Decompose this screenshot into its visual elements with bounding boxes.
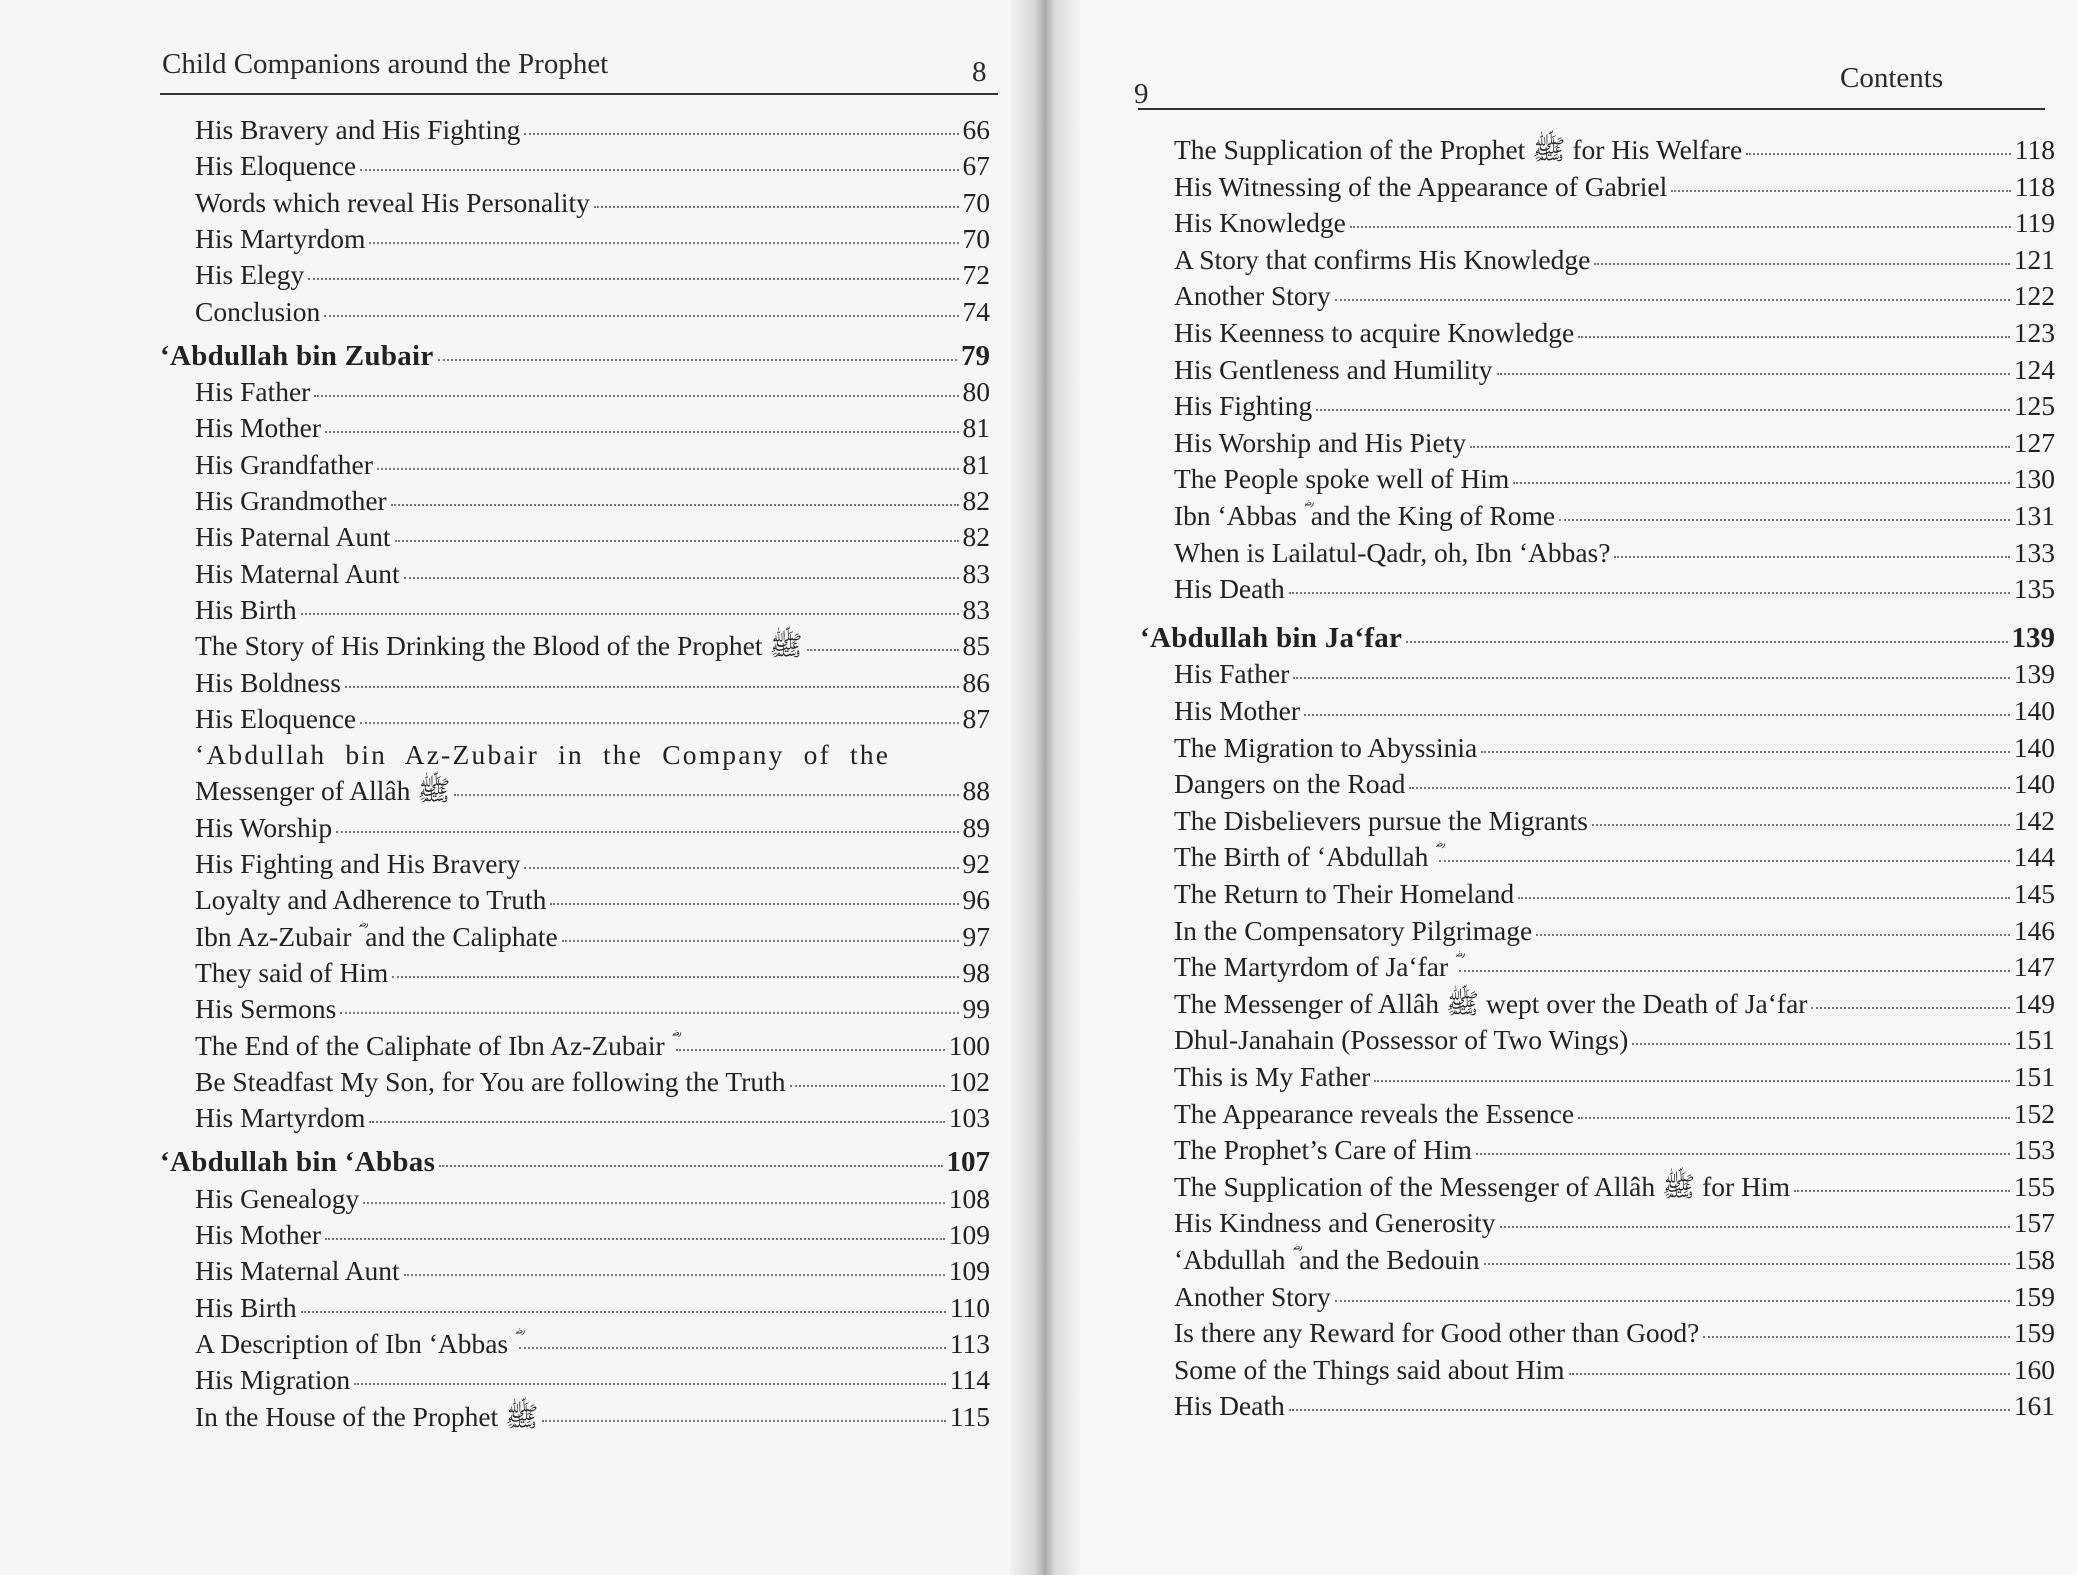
toc-page-number: 142 [2013,804,2055,836]
toc-entry-title: ‘Abdullah bin Zubair [160,339,434,372]
toc-entry-title: In the House of the Prophet ﷺ [195,1400,539,1432]
toc-page-number: 122 [2013,280,2055,312]
toc-entry [1174,876,2055,912]
toc-entry [1174,693,2055,729]
toc-entry-title: His Migration [195,1364,351,1396]
toc-page-number: 159 [2013,1280,2055,1312]
toc-page-number: 118 [2014,134,2055,165]
toc-entry-title: His Worship and His Piety [1174,426,1467,458]
toc-page-number: 151 [2013,1061,2055,1092]
toc-entry [195,1100,990,1136]
toc-page-number: 88 [962,775,990,807]
toc-entry-title: Conclusion [195,295,321,327]
toc-entry [195,185,990,221]
toc-entry [195,257,990,293]
toc-entry [195,112,990,148]
toc-entry-title: Words which reveal His Personality [195,186,590,218]
dot-leader [1632,1043,2010,1045]
toc-entry-title: His Father [195,376,311,408]
toc-page-number: 92 [962,848,990,879]
toc-page-number: 70 [962,186,990,218]
toc-entry [1174,352,2055,388]
toc-entry [195,846,990,882]
toc-entry [1174,1205,2055,1241]
toc-entry [195,374,990,410]
toc-entry [195,294,990,330]
dot-leader [1614,556,2009,558]
dot-leader [377,468,959,470]
toc-entry [1174,1132,2055,1168]
toc-entry [1174,315,2055,351]
dot-leader [1476,1153,2010,1155]
toc-page-number: 125 [2013,390,2055,422]
dot-leader [336,831,958,833]
toc-entry [195,221,990,257]
toc-page-number: 102 [948,1065,990,1097]
dot-leader [1316,409,2009,411]
toc-entry-title: The Story of His Drinking the Blood of the Prophet ﷺ [195,630,803,662]
toc-entry-title: His Death [1174,573,1285,605]
toc-page-number: 157 [2013,1207,2055,1239]
toc-entry [195,955,990,991]
toc-entry [1174,730,2055,766]
toc-page-number: 66 [962,114,990,145]
toc-page-number: 87 [962,702,990,734]
toc-entry [1174,205,2055,241]
toc-entry-title: His Eloquence [195,702,357,734]
toc-entry-title: His Sermons [195,993,337,1025]
dot-leader [1559,519,2010,521]
toc-entry-title: His Witnessing of the Appearance of Gabriel [1174,170,1668,202]
toc-entry-title: The Birth of ‘Abdullah ؓ [1174,841,1436,873]
toc-entry-title: The Prophet’s Care of Him [1174,1134,1472,1166]
toc-entry [195,919,990,955]
toc-page-number: 100 [948,1029,990,1061]
dot-leader [345,686,959,688]
toc-page-number: 72 [962,259,990,291]
toc-page-number: 83 [962,557,990,589]
toc-entry [195,1217,990,1253]
toc-entry [195,592,990,628]
dot-leader [1481,751,2010,753]
toc-entry-title: Some of the Things said about Him [1174,1353,1565,1385]
header-rule [1138,108,2045,110]
toc-page-number: 155 [2013,1170,2055,1202]
dot-leader [454,794,958,796]
toc-page-number: 98 [962,956,990,988]
dot-leader [524,133,958,135]
dot-leader [301,1311,946,1313]
dot-leader [1500,1226,2010,1228]
toc-page-number: 114 [949,1364,990,1396]
toc-page-number: 158 [2013,1244,2055,1275]
dot-leader [325,1238,945,1240]
toc-entry-title: His Maternal Aunt [195,557,400,589]
toc-entry-title: His Father [1174,658,1290,690]
toc-entry-title: Loyalty and Adherence to Truth [195,884,547,916]
toc-page-number: 139 [2013,658,2055,690]
toc-entry [1174,1315,2055,1351]
dot-leader [1293,677,2009,679]
toc-entry [195,737,990,773]
toc-entry [1174,913,2055,949]
toc-page-number: 144 [2013,841,2055,873]
toc-page-number: 81 [962,412,990,444]
dot-leader [1703,1336,2009,1338]
dot-leader [404,577,959,579]
toc-entry [1174,1279,2055,1315]
toc-entry [195,773,990,809]
toc-entry-title: His Fighting [1174,390,1313,422]
toc-page-number: 79 [961,339,990,372]
dot-leader [1746,153,2011,155]
toc-entry-title: His Grandmother [195,485,387,516]
toc-entry-title: The Messenger of Allâh ﷺ wept over the Death of Ja‘far [1174,987,1808,1019]
toc-entry-title: His Grandfather [195,448,373,480]
toc-entry-title: His Maternal Aunt [195,1255,400,1287]
toc-entry [195,519,990,555]
toc-entry-title: His Boldness [195,666,341,698]
toc-entry-title: His Worship [195,811,333,843]
toc-entry-title: ‘Abdullah bin Ja‘far [1140,621,1403,654]
toc-entry-title: Be Steadfast My Son, for You are following the Truth [195,1065,786,1097]
toc-entry-title: A Description of Ibn ‘Abbas ؓ [195,1327,516,1359]
toc-page-number: 140 [2013,768,2055,800]
dot-leader [324,315,958,317]
toc-page-number: 81 [962,448,990,480]
toc-page-number: 127 [2013,426,2055,458]
toc-entry-title: His Martyrdom [195,1102,366,1134]
toc-entry-title: The Supplication of the Prophet ﷺ for His Welfare [1174,134,1743,165]
page-number: 8 [972,56,987,88]
toc-entry [1174,535,2055,571]
toc-entry-title: The End of the Caliphate of Ibn Az-Zubair ؓ [195,1029,672,1061]
toc-page-number: 83 [962,593,990,625]
toc-page-number: 145 [2013,878,2055,909]
dot-leader [360,169,958,171]
dot-leader [1569,1373,2010,1375]
dot-leader [392,976,958,978]
toc-entry [1174,425,2055,461]
toc-entry-title: In the Compensatory Pilgrimage [1174,914,1533,946]
toc-entry [195,1064,990,1100]
dot-leader [1794,1190,2010,1192]
dot-leader [1439,860,2010,862]
dot-leader [542,1420,945,1422]
toc-entry-title: His Kindness and Generosity [1174,1207,1496,1239]
toc-page-number: 140 [2013,695,2055,726]
toc-entry [1174,766,2055,802]
toc-entry [195,882,990,918]
right-page [1050,0,2077,1575]
dot-leader [363,1202,945,1204]
toc-entry-title: The Appearance reveals the Essence [1174,1097,1575,1129]
toc-entry-title: The Supplication of the Messenger of Allâh ﷺ for Him [1174,1170,1790,1202]
book-gutter [1010,0,1080,1575]
dot-leader [340,1012,958,1014]
toc-entry [1174,1169,2055,1205]
toc-entry [195,410,990,446]
toc-entry [1174,803,2055,839]
toc-page-number: 153 [2013,1134,2055,1166]
dot-leader [807,649,959,651]
toc-entry-title: The Migration to Abyssinia [1174,731,1478,763]
toc-entry-title: His Elegy [195,259,305,291]
toc-entry [1174,1096,2055,1132]
toc-entry [195,1362,990,1398]
toc-entry [1174,571,2055,607]
toc-entry-title: Another Story [1174,1280,1331,1312]
dot-leader [301,613,959,615]
toc-page-number: 118 [2014,170,2055,202]
toc-page-number: 135 [2013,573,2055,605]
dot-leader [1350,226,2011,228]
running-header-title: Child Companions around the Prophet [162,48,609,80]
toc-page-number: 74 [962,295,990,327]
toc-entry-title: When is Lailatul-Qadr, oh, Ibn ‘Abbas? [1174,536,1611,568]
header-rule [160,93,998,95]
toc-entry [1174,1022,2055,1058]
toc-entry [1174,132,2055,168]
dot-leader [1536,934,2010,936]
toc-entry [195,665,990,701]
toc-page-number: 130 [2013,463,2055,495]
toc-entry-title: ‘Abdullah bin ‘Abbas [160,1146,436,1179]
dot-leader [404,1274,945,1276]
dot-leader [550,903,958,905]
dot-leader [1304,714,2010,716]
dot-leader [325,431,958,433]
toc-page-number: 110 [949,1291,990,1323]
dot-leader [314,395,958,397]
toc-page-number: 115 [949,1400,990,1432]
dot-leader [1671,190,2011,192]
dot-leader [524,867,958,869]
toc-entry [1174,169,2055,205]
toc-page-number: 80 [962,376,990,408]
dot-leader [369,1121,944,1123]
toc-page-number: 109 [948,1219,990,1250]
running-header-title: Contents [1840,62,1944,94]
toc-page-number: 96 [962,884,990,916]
dot-leader [1578,1117,2010,1119]
toc-page-number: 82 [962,521,990,553]
dot-leader [562,940,959,942]
toc-entry [1174,1059,2055,1095]
dot-leader [1335,1300,2010,1302]
toc-entry-title: His Eloquence [195,150,357,182]
toc-entry-title: His Birth [195,593,297,625]
toc-entry [195,628,990,664]
toc-entry [1174,278,2055,314]
toc-entry [195,1290,990,1326]
toc-entry [1174,839,2055,875]
toc-entry-title: Dhul-Janahain (Possessor of Two Wings) [1174,1024,1629,1056]
dot-leader [439,1165,942,1167]
toc-entry [195,1253,990,1289]
dot-leader [1289,592,2010,594]
toc-entry-title: Is there any Reward for Good other than Good? [1174,1317,1700,1349]
toc-entry [1174,461,2055,497]
dot-leader [1409,787,2009,789]
dot-leader [1497,373,2010,375]
dot-leader [354,1383,946,1385]
dot-leader [395,540,959,542]
toc-entry-title: Ibn Az-Zubair ؓ and the Caliphate [195,920,558,952]
toc-entry [195,556,990,592]
toc-entry [1174,949,2055,985]
toc-entry-title: His Mother [1174,695,1301,726]
toc-entry-title: His Death [1174,1390,1285,1422]
toc-entry-title: His Gentleness and Humility [1174,353,1493,385]
toc-page-number: 97 [962,920,990,952]
toc-page-number: 152 [2013,1097,2055,1129]
dot-leader [1335,299,2010,301]
toc-entry [195,1399,990,1435]
toc-page-number: 67 [962,150,990,182]
toc-page-number: 103 [948,1102,990,1134]
toc-entry-title: They said of Him [195,956,389,988]
toc-page-number: 146 [2013,914,2055,946]
dot-leader [360,722,958,724]
dot-leader [790,1085,945,1087]
toc-page-number: 159 [2013,1317,2055,1349]
toc-page-number: 108 [948,1182,990,1214]
toc-entry-title: Messenger of Allâh ﷺ [195,775,451,807]
toc-entry-title: Ibn ‘Abbas ؓ and the King of Rome [1174,500,1556,531]
toc-entry-title: His Mother [195,1219,322,1250]
toc-page-number: 86 [962,666,990,698]
toc-page-number: 160 [2013,1353,2055,1385]
toc-page-number: 119 [2014,207,2055,239]
toc-page-number: 151 [2013,1024,2055,1056]
toc-entry [195,148,990,184]
dot-leader [438,359,957,361]
toc-page-number: 147 [2013,951,2055,983]
toc-entry [1174,986,2055,1022]
page-number: 9 [1134,78,1149,110]
toc-entry [1174,242,2055,278]
toc-entry-title: ‘Abdullah ؓ and the Bedouin [1174,1244,1480,1275]
toc-page-number: 149 [2013,987,2055,1019]
dot-leader [1484,1263,2010,1265]
dot-leader [391,504,959,506]
toc-entry-title: His Mother [195,412,322,444]
toc-entry [195,447,990,483]
toc-page-number: 131 [2013,500,2055,531]
toc-entry [1174,388,2055,424]
toc-entry [1174,1242,2055,1278]
toc-page-number: 82 [962,485,990,516]
dot-leader [369,242,958,244]
toc-entry-title: The Disbelievers pursue the Migrants [1174,804,1588,836]
toc-page-number: 133 [2013,536,2055,568]
toc-page-number: 121 [2013,243,2055,275]
dot-leader [1592,824,2010,826]
dot-leader [676,1049,945,1051]
toc-page-number: 70 [962,222,990,254]
toc-section-heading [1140,620,2055,656]
toc-entry [1174,656,2055,692]
toc-page-number: 113 [949,1327,990,1359]
toc-entry-title: This is My Father [1174,1061,1371,1092]
dot-leader [594,206,959,208]
toc-page-number: 107 [946,1146,990,1179]
toc-page-number: 140 [2013,731,2055,763]
toc-entry-title: His Keenness to acquire Knowledge [1174,317,1575,348]
dot-leader [1289,1409,2010,1411]
toc-entry-title: His Paternal Aunt [195,521,391,553]
toc-entry-title: The Return to Their Homeland [1174,878,1515,909]
toc-entry [195,991,990,1027]
toc-page-number: 89 [962,811,990,843]
dot-leader [1513,482,2009,484]
toc-entry-title: The Martyrdom of Ja‘far ؓ [1174,951,1456,983]
toc-entry-title: Dangers on the Road [1174,768,1406,800]
dot-leader [1594,263,2009,265]
toc-entry-title: His Bravery and His Fighting [195,114,521,145]
toc-entry-title: His Birth [195,1291,297,1323]
toc-entry [195,1181,990,1217]
dot-leader [519,1347,946,1349]
toc-entry [195,483,990,519]
dot-leader [1578,336,2010,338]
toc-page-number: 99 [962,993,990,1025]
toc-entry-title: His Fighting and His Bravery [195,848,521,879]
toc-page-number: 124 [2013,353,2055,385]
toc-entry-title: A Story that confirms His Knowledge [1174,243,1591,275]
toc-entry-title: His Knowledge [1174,207,1346,239]
toc-page-number: 109 [948,1255,990,1287]
dot-leader [1811,1007,2009,1009]
toc-entry-title: His Martyrdom [195,222,366,254]
dot-leader [1459,970,2010,972]
toc-entry-title: ‘Abdullah bin Az-Zubair in the Company of the [195,739,891,771]
toc-entry-title: The People spoke well of Him [1174,463,1510,495]
toc-page-number: 161 [2013,1390,2055,1422]
toc-entry [195,810,990,846]
toc-page-number: 85 [962,630,990,662]
toc-entry [1174,498,2055,534]
toc-entry [1174,1352,2055,1388]
toc-entry [195,701,990,737]
dot-leader [308,278,958,280]
toc-entry [195,1326,990,1362]
dot-leader [1374,1080,2009,1082]
toc-page-number: 123 [2013,317,2055,348]
toc-section-heading [160,1144,990,1180]
toc-page-number: 139 [2011,621,2055,654]
toc-entry-title: Another Story [1174,280,1331,312]
toc-entry-title: His Genealogy [195,1182,360,1214]
dot-leader [1406,641,2007,643]
toc-entry [1174,1388,2055,1424]
dot-leader [1518,897,2010,899]
dot-leader [1470,446,2010,448]
toc-section-heading [160,338,990,374]
toc-entry [195,1028,990,1064]
